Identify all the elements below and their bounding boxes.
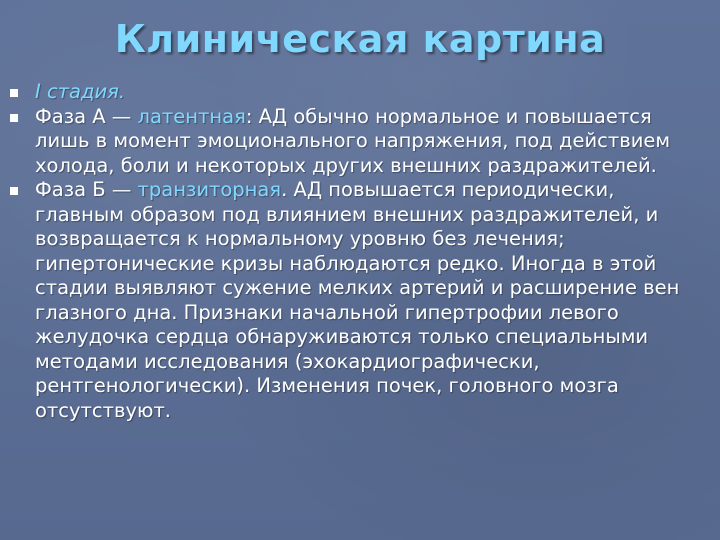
- square-bullet-icon: [10, 89, 18, 97]
- phase-a-text: : АД обычно нормальное и повышается лишь в момент эмоционального напряжения, под действием холода, боли и некоторых других внешних раздражителей.: [35, 104, 671, 177]
- phase-a-accent: латентная: [137, 104, 246, 128]
- phase-b-accent: транзиторная: [137, 178, 282, 201]
- square-bullet-icon: [10, 114, 18, 122]
- square-bullet-icon: [10, 187, 18, 195]
- bullet-item-phase-a: [10, 105, 690, 179]
- slide-title: Клиническая картина: [114, 17, 606, 61]
- bullet-item-phase-b: [10, 178, 690, 423]
- bullet-list: [10, 80, 690, 423]
- phase-a-prefix: Фаза А —: [35, 104, 138, 128]
- bullet-item-stage: [10, 80, 690, 105]
- phase-b-prefix: Фаза Б —: [35, 178, 138, 201]
- stage-label: I стадия.: [35, 80, 126, 103]
- phase-b-text: . АД повышается периодически, главным образом под влиянием внешних раздражителей, и возвращается к нормальному уровню без лечения; гипертонические кризы наблюдаются редко. Иногда в этой стадии выявляют сужение мелких артерий и расширение вен глазного дна. Признаки начальной гипертрофии левого желудочка сердца обнаруживаются только специальными методами исследования (эхокардиографически, рентгенологически). Изменения почек, головного мозга отсутствуют.: [35, 178, 680, 422]
